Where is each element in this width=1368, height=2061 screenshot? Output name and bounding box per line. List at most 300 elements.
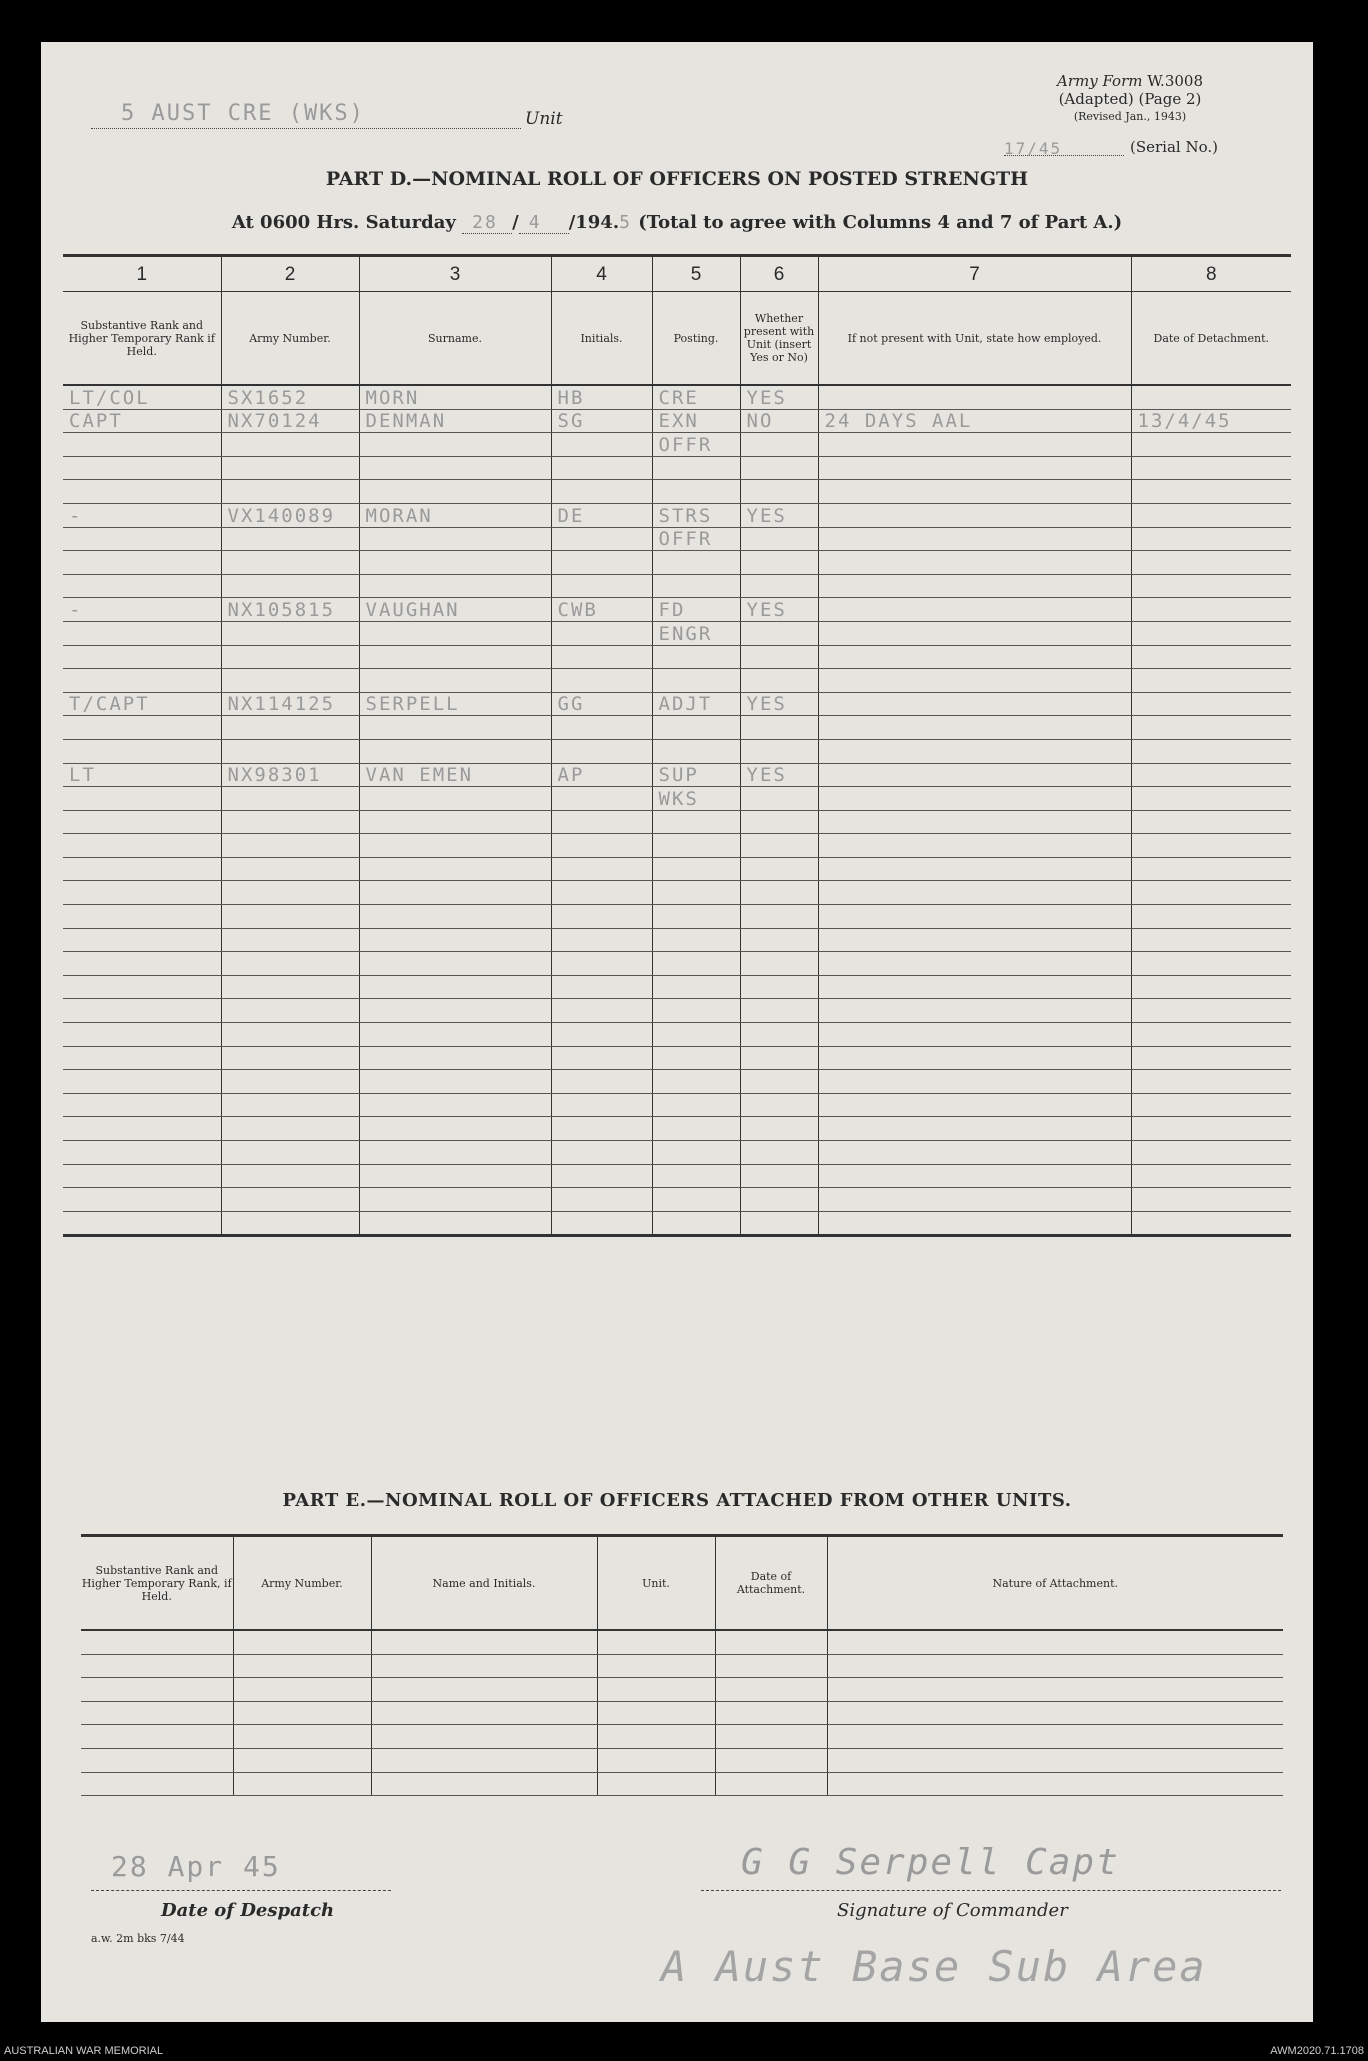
unit-label: Unit xyxy=(525,109,563,129)
table-cell xyxy=(221,1093,359,1117)
table-cell xyxy=(740,621,818,645)
column-number: 2 xyxy=(221,256,359,292)
table-row xyxy=(63,1211,1291,1236)
table-cell xyxy=(652,857,740,881)
table-cell: - xyxy=(63,503,221,527)
table-cell xyxy=(221,645,359,669)
signature-label: Signature of Commander xyxy=(837,1900,1068,1921)
table-cell xyxy=(1131,928,1291,952)
table-row xyxy=(63,645,1291,669)
table-cell xyxy=(715,1630,827,1654)
table-cell xyxy=(359,551,551,575)
table-cell xyxy=(740,857,818,881)
table-cell xyxy=(63,551,221,575)
table-row xyxy=(63,834,1291,858)
table-cell xyxy=(359,739,551,763)
table-cell xyxy=(818,385,1131,409)
table-cell xyxy=(551,621,652,645)
table-cell xyxy=(1131,621,1291,645)
table-cell xyxy=(371,1772,597,1796)
table-cell xyxy=(818,598,1131,622)
table-cell xyxy=(359,1188,551,1212)
table-cell xyxy=(551,1023,652,1047)
table-cell: - xyxy=(63,598,221,622)
table-cell xyxy=(827,1772,1283,1796)
table-cell xyxy=(551,1093,652,1117)
table-cell: DE xyxy=(551,503,652,527)
table-cell xyxy=(551,480,652,504)
table-cell xyxy=(715,1772,827,1796)
table-cell xyxy=(221,952,359,976)
table-cell xyxy=(1131,456,1291,480)
table-cell xyxy=(63,952,221,976)
table-cell xyxy=(221,527,359,551)
table-cell xyxy=(652,881,740,905)
table-cell: YES xyxy=(740,385,818,409)
part-d-subtitle: At 0600 Hrs. Saturday 28 / 4 /194.5 (Total to agree with Columns 4 and 7 of Part A.) xyxy=(231,212,1123,233)
table-cell xyxy=(551,739,652,763)
table-cell xyxy=(63,456,221,480)
table-cell xyxy=(359,1117,551,1141)
table-cell xyxy=(63,527,221,551)
table-cell xyxy=(1131,645,1291,669)
table-cell xyxy=(740,456,818,480)
table-cell xyxy=(1131,763,1291,787)
table-row xyxy=(81,1725,1283,1749)
part-d-time: At 0600 Hrs. Saturday xyxy=(231,212,456,233)
table-cell xyxy=(818,716,1131,740)
table-cell xyxy=(827,1630,1283,1654)
table-cell xyxy=(818,763,1131,787)
form-name: Army Form xyxy=(1056,72,1143,90)
table-cell xyxy=(63,857,221,881)
table-cell xyxy=(221,621,359,645)
table-cell xyxy=(63,480,221,504)
table-cell xyxy=(818,905,1131,929)
table-row xyxy=(63,1093,1291,1117)
table-cell: 13/4/45 xyxy=(1131,409,1291,433)
table-cell xyxy=(818,952,1131,976)
table-cell xyxy=(827,1748,1283,1772)
table-cell xyxy=(233,1654,371,1678)
table-cell xyxy=(652,905,740,929)
table-cell xyxy=(740,1211,818,1236)
table-cell xyxy=(818,1164,1131,1188)
table-cell xyxy=(359,574,551,598)
table-cell xyxy=(63,669,221,693)
table-row xyxy=(63,999,1291,1023)
table-cell xyxy=(551,905,652,929)
table-cell xyxy=(740,1117,818,1141)
table-row xyxy=(63,928,1291,952)
table-cell xyxy=(818,1141,1131,1165)
form-revised: (Revised Jan., 1943) xyxy=(1073,110,1187,123)
despatch-date-value: 28 Apr 45 xyxy=(111,1850,281,1883)
table-cell xyxy=(359,952,551,976)
table-cell xyxy=(740,1141,818,1165)
table-cell xyxy=(359,999,551,1023)
table-cell xyxy=(359,1070,551,1094)
table-cell xyxy=(63,1023,221,1047)
table-cell xyxy=(233,1630,371,1654)
table-cell xyxy=(1131,1117,1291,1141)
table-cell: YES xyxy=(740,503,818,527)
table-cell xyxy=(1131,385,1291,409)
table-cell xyxy=(81,1678,233,1702)
serial-value: 17/45 xyxy=(1004,139,1124,156)
table-cell xyxy=(652,645,740,669)
table-row xyxy=(63,480,1291,504)
table-cell xyxy=(818,551,1131,575)
table-cell xyxy=(652,716,740,740)
table-cell xyxy=(221,669,359,693)
table-cell xyxy=(652,975,740,999)
table-row xyxy=(63,952,1291,976)
table-cell xyxy=(818,999,1131,1023)
table-cell xyxy=(221,739,359,763)
column-header: If not present with Unit, state how employed. xyxy=(818,292,1131,386)
table-row xyxy=(63,975,1291,999)
table-cell xyxy=(827,1654,1283,1678)
table-cell xyxy=(63,433,221,457)
column-header: Whether present with Unit (insert Yes or No) xyxy=(740,292,818,386)
table-cell xyxy=(740,1093,818,1117)
table-row xyxy=(63,763,1291,787)
table-cell xyxy=(740,1070,818,1094)
table-row xyxy=(81,1772,1283,1796)
table-cell xyxy=(371,1630,597,1654)
table-cell xyxy=(551,834,652,858)
table-cell xyxy=(551,1046,652,1070)
table-cell xyxy=(233,1748,371,1772)
table-row xyxy=(63,1046,1291,1070)
serial-label: (Serial No.) xyxy=(1130,138,1218,156)
table-row xyxy=(63,1141,1291,1165)
table-cell xyxy=(551,881,652,905)
table-cell xyxy=(818,787,1131,811)
table-cell xyxy=(551,1070,652,1094)
table-cell xyxy=(652,1023,740,1047)
area-annotation: A Aust Base Sub Area xyxy=(661,1942,1207,1991)
table-cell xyxy=(818,857,1131,881)
table-cell xyxy=(551,1164,652,1188)
table-cell xyxy=(818,1046,1131,1070)
table-cell xyxy=(221,1117,359,1141)
table-cell xyxy=(740,905,818,929)
table-cell xyxy=(551,574,652,598)
unit-field xyxy=(91,101,563,129)
table-cell xyxy=(1131,952,1291,976)
table-cell xyxy=(551,810,652,834)
table-cell xyxy=(652,1211,740,1236)
table-cell xyxy=(359,881,551,905)
table-cell: YES xyxy=(740,763,818,787)
column-header: Nature of Attachment. xyxy=(827,1536,1283,1631)
part-d-year-digit: 5 xyxy=(619,212,632,233)
table-cell xyxy=(359,834,551,858)
table-cell xyxy=(221,1070,359,1094)
table-cell xyxy=(221,1023,359,1047)
table-row xyxy=(63,1164,1291,1188)
table-cell xyxy=(597,1678,715,1702)
table-cell xyxy=(63,1141,221,1165)
table-cell xyxy=(551,975,652,999)
part-d-year: /194. xyxy=(568,212,620,233)
table-cell xyxy=(740,551,818,575)
table-cell xyxy=(818,1023,1131,1047)
table-cell xyxy=(652,928,740,952)
table-cell: SERPELL xyxy=(359,692,551,716)
table-cell xyxy=(233,1772,371,1796)
table-cell xyxy=(359,1046,551,1070)
table-cell xyxy=(740,527,818,551)
table-cell xyxy=(1131,433,1291,457)
column-number: 4 xyxy=(551,256,652,292)
part-d-day: 28 xyxy=(472,212,498,233)
table-cell xyxy=(359,857,551,881)
archive-id: AWM2020.71.1708 xyxy=(1270,2045,1364,2057)
table-cell xyxy=(652,739,740,763)
column-header: Posting. xyxy=(652,292,740,386)
table-cell xyxy=(652,1188,740,1212)
table-cell xyxy=(818,480,1131,504)
unit-line xyxy=(91,101,521,129)
table-cell xyxy=(359,621,551,645)
table-cell xyxy=(818,1188,1131,1212)
column-number: 1 xyxy=(63,256,221,292)
unit-value: 5 AUST CRE (WKS) xyxy=(121,101,365,126)
table-cell xyxy=(597,1630,715,1654)
table-row xyxy=(63,905,1291,929)
table-cell xyxy=(63,1093,221,1117)
table-cell: AP xyxy=(551,763,652,787)
column-number: 6 xyxy=(740,256,818,292)
table-cell xyxy=(551,928,652,952)
table-cell xyxy=(63,834,221,858)
table-cell xyxy=(63,1188,221,1212)
table-cell xyxy=(740,1164,818,1188)
table-cell: YES xyxy=(740,598,818,622)
table-cell xyxy=(652,1164,740,1188)
table-cell xyxy=(818,975,1131,999)
table-cell: OFFR xyxy=(652,527,740,551)
table-row xyxy=(63,1023,1291,1047)
table-row xyxy=(81,1678,1283,1702)
table-cell xyxy=(740,834,818,858)
table-cell xyxy=(359,527,551,551)
table-cell xyxy=(740,574,818,598)
table-cell xyxy=(81,1654,233,1678)
table-cell xyxy=(551,456,652,480)
table-cell xyxy=(1131,692,1291,716)
part-d-note: (Total to agree with Columns 4 and 7 of Part A.) xyxy=(638,212,1123,233)
table-cell: CAPT xyxy=(63,409,221,433)
table-cell: VAN EMEN xyxy=(359,763,551,787)
table-cell xyxy=(359,1023,551,1047)
table-cell xyxy=(818,834,1131,858)
table-cell xyxy=(1131,881,1291,905)
table-cell xyxy=(715,1678,827,1702)
table-row xyxy=(63,598,1291,622)
table-cell xyxy=(827,1725,1283,1749)
table-cell xyxy=(652,1117,740,1141)
table-cell xyxy=(81,1725,233,1749)
table-cell xyxy=(827,1678,1283,1702)
table-cell xyxy=(81,1772,233,1796)
table-cell xyxy=(818,574,1131,598)
table-row xyxy=(63,669,1291,693)
table-cell xyxy=(1131,669,1291,693)
table-cell xyxy=(221,716,359,740)
table-cell xyxy=(63,1117,221,1141)
table-cell xyxy=(818,1070,1131,1094)
table-cell xyxy=(63,1164,221,1188)
table-cell xyxy=(740,739,818,763)
table-cell xyxy=(551,433,652,457)
table-cell xyxy=(551,645,652,669)
table-cell xyxy=(221,857,359,881)
table-cell xyxy=(221,928,359,952)
table-cell xyxy=(359,645,551,669)
table-cell: CWB xyxy=(551,598,652,622)
table-cell xyxy=(1131,810,1291,834)
table-cell xyxy=(221,551,359,575)
column-number: 5 xyxy=(652,256,740,292)
table-cell xyxy=(1131,1023,1291,1047)
table-cell xyxy=(818,456,1131,480)
table-cell xyxy=(221,574,359,598)
table-cell xyxy=(63,1211,221,1236)
table-row xyxy=(63,574,1291,598)
table-cell xyxy=(652,810,740,834)
table-cell xyxy=(63,810,221,834)
table-cell xyxy=(1131,480,1291,504)
table-cell xyxy=(221,1046,359,1070)
column-header: Surname. xyxy=(359,292,551,386)
form-identifier xyxy=(1057,72,1203,126)
table-cell xyxy=(740,952,818,976)
despatch-date-label: Date of Despatch xyxy=(161,1900,335,1921)
table-row xyxy=(63,857,1291,881)
table-cell xyxy=(740,669,818,693)
table-cell xyxy=(740,975,818,999)
table-cell xyxy=(63,881,221,905)
table-cell xyxy=(221,810,359,834)
column-header: Date of Attachment. xyxy=(715,1536,827,1631)
table-cell xyxy=(551,952,652,976)
table-cell: LT/COL xyxy=(63,385,221,409)
table-cell xyxy=(221,999,359,1023)
table-cell xyxy=(818,503,1131,527)
column-header: Date of Detachment. xyxy=(1131,292,1291,386)
table-cell xyxy=(715,1654,827,1678)
table-cell xyxy=(551,1141,652,1165)
table-cell xyxy=(63,739,221,763)
column-header: Army Number. xyxy=(233,1536,371,1631)
table-cell: LT xyxy=(63,763,221,787)
table-cell xyxy=(818,1211,1131,1236)
table-row xyxy=(63,1070,1291,1094)
table-cell xyxy=(359,905,551,929)
table-cell xyxy=(652,952,740,976)
table-cell xyxy=(551,999,652,1023)
table-cell xyxy=(63,905,221,929)
table-cell xyxy=(359,787,551,811)
table-cell xyxy=(597,1725,715,1749)
table-cell xyxy=(597,1748,715,1772)
table-cell xyxy=(740,480,818,504)
table-cell: STRS xyxy=(652,503,740,527)
table-cell xyxy=(551,1211,652,1236)
table-cell xyxy=(359,1211,551,1236)
table-cell: NX70124 xyxy=(221,409,359,433)
table-cell: NX105815 xyxy=(221,598,359,622)
table-cell xyxy=(652,1093,740,1117)
table-cell xyxy=(359,975,551,999)
part-d-title: PART D.—NOMINAL ROLL OF OFFICERS ON POSTED STRENGTH xyxy=(325,168,1029,190)
table-cell: NO xyxy=(740,409,818,433)
table-cell: SG xyxy=(551,409,652,433)
table-cell xyxy=(652,456,740,480)
table-row xyxy=(63,810,1291,834)
table-cell xyxy=(551,1117,652,1141)
table-cell: YES xyxy=(740,692,818,716)
table-row xyxy=(63,621,1291,645)
column-header: Unit. xyxy=(597,1536,715,1631)
table-cell: VAUGHAN xyxy=(359,598,551,622)
table-cell xyxy=(1131,1211,1291,1236)
table-cell xyxy=(551,716,652,740)
table-cell xyxy=(63,928,221,952)
table-cell xyxy=(1131,787,1291,811)
table-row xyxy=(81,1748,1283,1772)
table-cell xyxy=(715,1701,827,1725)
table-cell xyxy=(1131,857,1291,881)
table-cell xyxy=(221,905,359,929)
part-d-table xyxy=(63,254,1291,1237)
table-cell xyxy=(1131,1141,1291,1165)
table-cell xyxy=(818,669,1131,693)
table-cell: T/CAPT xyxy=(63,692,221,716)
table-cell xyxy=(359,1141,551,1165)
table-cell xyxy=(652,1070,740,1094)
table-cell xyxy=(371,1725,597,1749)
table-cell xyxy=(818,692,1131,716)
table-row xyxy=(63,551,1291,575)
table-row xyxy=(63,433,1291,457)
table-cell xyxy=(551,1188,652,1212)
table-row xyxy=(63,739,1291,763)
table-cell xyxy=(221,1164,359,1188)
table-cell: VX140089 xyxy=(221,503,359,527)
table-cell xyxy=(597,1701,715,1725)
table-cell xyxy=(1131,716,1291,740)
table-cell: NX98301 xyxy=(221,763,359,787)
table-cell xyxy=(233,1725,371,1749)
table-cell xyxy=(740,928,818,952)
table-cell: MORN xyxy=(359,385,551,409)
column-header: Initials. xyxy=(551,292,652,386)
table-cell xyxy=(818,433,1131,457)
signature-line xyxy=(701,1890,1281,1891)
table-cell xyxy=(818,928,1131,952)
table-cell xyxy=(63,787,221,811)
table-cell xyxy=(1131,1188,1291,1212)
part-e-title: PART E.—NOMINAL ROLL OF OFFICERS ATTACHED FROM OTHER UNITS. xyxy=(282,1490,1072,1511)
table-cell: FD xyxy=(652,598,740,622)
table-cell xyxy=(233,1678,371,1702)
table-cell: OFFR xyxy=(652,433,740,457)
